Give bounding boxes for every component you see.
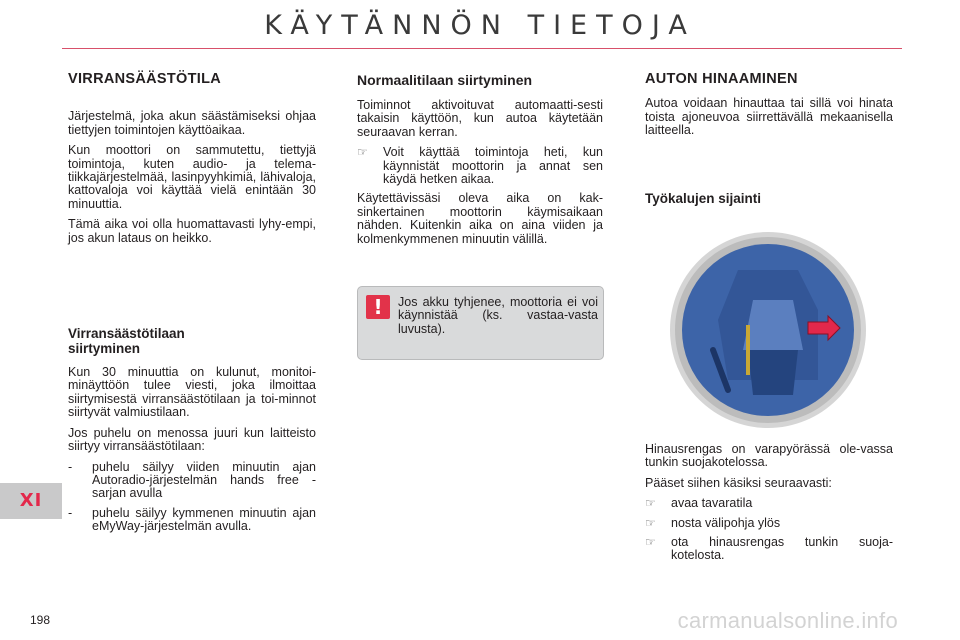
paragraph: Järjestelmä, joka akun säästämiseksi ohjaa tiettyjen toimintojen käyttöaikaa. bbox=[68, 109, 316, 137]
column-towing bbox=[645, 73, 893, 206]
spare-wheel-toolkit-photo bbox=[668, 230, 868, 430]
pointing-hand-icon: ☞ bbox=[357, 145, 368, 160]
pointing-hand-icon: ☞ bbox=[645, 515, 656, 530]
paragraph: Jos puhelu on menossa juuri kun laitteisto siirtyy virransäästötilaan: bbox=[68, 425, 316, 454]
warning-icon: ! bbox=[366, 295, 390, 319]
jack-cover bbox=[743, 300, 803, 350]
list-item bbox=[645, 517, 893, 530]
list-item-text: puhelu säilyy kymmenen minuutin ajan eMyWay-järjestelmän avulla. bbox=[92, 505, 316, 534]
column-towing-lower bbox=[645, 443, 893, 569]
list-item-text: ota hinausrengas tunkin suoja-kotelosta. bbox=[671, 535, 893, 563]
pointing-hand-icon: ☞ bbox=[645, 496, 656, 511]
list-item bbox=[357, 146, 603, 186]
jack-base bbox=[748, 350, 798, 395]
section-heading-power-saving: VIRRANSÄÄSTÖTILA bbox=[68, 71, 222, 87]
subheading-tool-location: Työkalujen sijainti bbox=[645, 190, 762, 206]
list-item-text: nosta välipohja ylös bbox=[671, 515, 781, 530]
warning-text: Jos akku tyhjenee, moottoria ei voi käynnistää (ks. vastaa-vasta luvusta). bbox=[398, 295, 598, 336]
list-item bbox=[645, 536, 893, 563]
dash-marker: - bbox=[68, 505, 73, 520]
list-item-text: puhelu säilyy viiden minuutin ajan Autoradio-järjestelmän hands free -sarjan avulla bbox=[92, 459, 316, 501]
list-item-text: avaa tavaratila bbox=[671, 496, 753, 511]
paragraph: Autoa voidaan hinauttaa tai sillä voi hinata toista ajoneuvoa siirrettävällä mekaanisella laitteella. bbox=[645, 96, 893, 138]
paragraph: Käytettävissäsi oleva aika on kak-sinkertainen moottorin käymisaikaan nähden. Kuitenkin aika on aina viiden ja kolmenkymmenen minuutin välillä. bbox=[357, 191, 603, 246]
paragraph: Pääset siihen käsiksi seuraavasti: bbox=[645, 475, 832, 490]
paragraph: Toiminnot aktivoituvat automaatti-sesti takaisin käyttöön, kun autoa käytetään seuraavan kerran. bbox=[357, 98, 603, 139]
page-title: KÄYTÄNNÖN TIETOJA bbox=[264, 10, 696, 41]
warning-box bbox=[357, 286, 604, 360]
header-divider bbox=[62, 48, 902, 49]
paragraph: Kun moottori on sammutettu, tiettyjä toimintoja, kuten audio- ja telema-tiikkajärjestelmää, lasinpyyhkimiä, lähivaloja, kattovaloja voi käyttää vielä enintään 30 minuuttia. bbox=[68, 143, 316, 211]
subheading-enter-power-saving: Virransäästötilaan siirtyminen bbox=[68, 326, 185, 357]
section-heading-normal-mode: Normaalitilaan siirtyminen bbox=[357, 72, 533, 88]
paragraph: Tämä aika voi olla huomattavasti lyhy-empi, jos akun lataus on heikko. bbox=[68, 217, 316, 245]
paragraph: Hinausrengas on varapyörässä ole-vassa tunkin suojakotelossa. bbox=[645, 442, 893, 470]
list-item bbox=[68, 507, 316, 534]
section-heading-towing: AUTON HINAAMINEN bbox=[645, 71, 798, 87]
list-item bbox=[645, 497, 893, 510]
watermark: carmanualsonline.info bbox=[677, 608, 898, 633]
column-normal-mode bbox=[357, 73, 603, 253]
list-item-text: Voit käyttää toimintoja heti, kun käynnistät moottorin ja annat sen käydä hetken aikaa. bbox=[383, 145, 603, 187]
dash-marker: - bbox=[68, 459, 73, 474]
paragraph: Kun 30 minuuttia on kulunut, monitoi-minäyttöön tulee viesti, joka ilmoittaa siirtymisestä virransäästötilaan ja toi-minnot siirtyvät valmiustilaan. bbox=[68, 365, 316, 420]
column-power-saving bbox=[68, 73, 316, 540]
page-number: 198 bbox=[30, 613, 51, 627]
list-item bbox=[68, 461, 316, 501]
tow-eye bbox=[746, 325, 750, 375]
chapter-tab: XI bbox=[0, 483, 62, 519]
pointing-hand-icon: ☞ bbox=[645, 535, 656, 550]
